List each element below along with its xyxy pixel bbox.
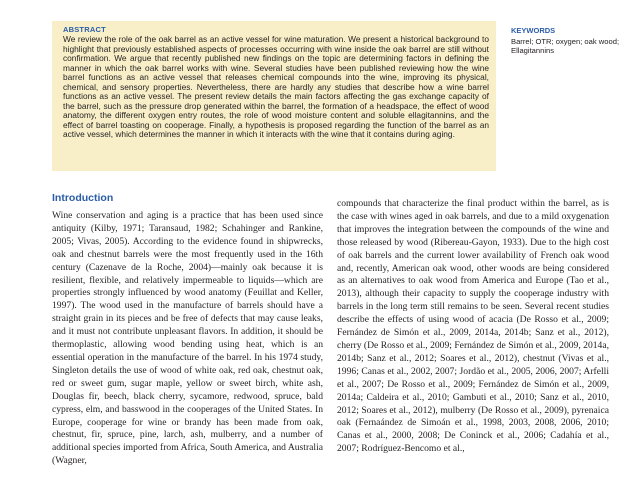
abstract-text: We review the role of the oak barrel as an active vessel for wine maturation. We present a historical background to highlight that previously established aspects of processes occurring with wine inside the oak barrel are still without confirmation. We argue that recently published new findings on the topic are determining factors in defining the manner in which the oak barrel works with wine. Several studies have been published reviewing how the wine barrel functions as an active vessel that releases chemical compounds into the wine, improving its physical, chemical, and sensory properties. Nevertheless, there are hardly any studies that describe how a wine barrel functions as an active vessel. The present review details the main factors affecting the gas exchange capacity of the barrel, such as the pressure drop generated within the barrel, the formation of a headspace, the effect of wood anatomy, the different oxygen entry routes, the role of wood moisture content and soluble ellagitannins, and the effect of barrel toasting on cooperage. Finally, a hypothesis is proposed regarding the function of the barrel as an active vessel, which determines the manner in which it interacts with the wine that it contains during aging. bbox=[63, 34, 489, 140]
abstract-heading: ABSTRACT bbox=[63, 25, 106, 34]
keywords-text: Barrel; OTR; oxygen; oak wood; Ellagitannins bbox=[511, 37, 620, 56]
abstract-box bbox=[52, 21, 496, 171]
body-column-left: Wine conservation and aging is a practice that has been used since antiquity (Kilby, 1971; Taransaud, 1982; Schahinger and Rankine, 2005; Vivas, 2005). According to the evidence found in shipwrecks, oak and chestnut barrels were the most frequently used in the 16th century (Cazenave de la Roche, 2004)—mainly oak because it is resilient, flexible, and relatively impermeable to liquids—which are properties strongly influenced by wood anatomy (Feuillat and Keller, 1997). The wood used in the manufacture of barrels should have a straight grain in its pieces and be free of defects that may cause leaks, and it must not contribute unpleasant flavors. In addition, it should be thermoplastic, allowing wood bending using heat, which is an essential operation in the manufacture of the barrel. In his 1974 study, Singleton details the use of wood of white oak, red oak, chestnut oak, red or sweet gum, sugar maple, yellow or sweet birch, white ash, Douglas fir, beech, black cherry, sycamore, redwood, spruce, bald cypress, elm, and basswood in the cooperages of the United States. In Europe, cooperage for wine or brandy has been made from oak, chestnut, fir, spruce, pine, larch, ash, mulberry, and a number of additional species imported from Africa, South America, and Australia (Wagner, bbox=[52, 210, 323, 467]
keywords-heading: KEYWORDS bbox=[511, 26, 556, 35]
keywords-panel bbox=[511, 26, 631, 56]
section-title-introduction: Introduction bbox=[52, 192, 114, 204]
body-column-right: compounds that characterize the final product within the barrel, as is the case with wines aged in oak barrels, and due to a mild oxygenation that improves the integration between the compounds of the wine and those released by wood (Ribereau-Gayon, 1933). Due to the high cost of oak barrels and the current lower availability of French oak wood and, recently, American oak wood, other woods are being considered as an alternatives to oak wood from America and Europe (Tao et al., 2013), although their capacity to supply the cooperage industry with barrels in the long term still remains to be seen. Several recent studies describe the effects of using wood of acacia (De Rosso et al., 2009; Fernández de Simón et al., 2009, 2014a, 2014b; Sanz et al., 2012), cherry (De Rosso et al., 2009; Fernández de Simón et al., 2009, 2014a, 2014b; Sanz et al., 2012; Soares et al., 2012), chestnut (Vivas et al., 1996; Canas et al., 2002, 2007; Jordão et al., 2005, 2006, 2007; Arfelli et al., 2007; De Rosso et al., 2009; Fernández de Simón et al., 2009, 2014a; Caldeira et al., 2010; Gambuti et al., 2010; Sanz et al., 2010, 2012; Soares et al., 2012), mulberry (De Rosso et al., 2009), pyrenaica oak (Fernaández de Simoán et al., 1998, 2003, 2008, 2006, 2010; Canas et al., 2000, 2008; De Coninck et al., 2006; Cadahía et al., 2007; Rodríguez-Bencomo et al., bbox=[337, 198, 609, 455]
